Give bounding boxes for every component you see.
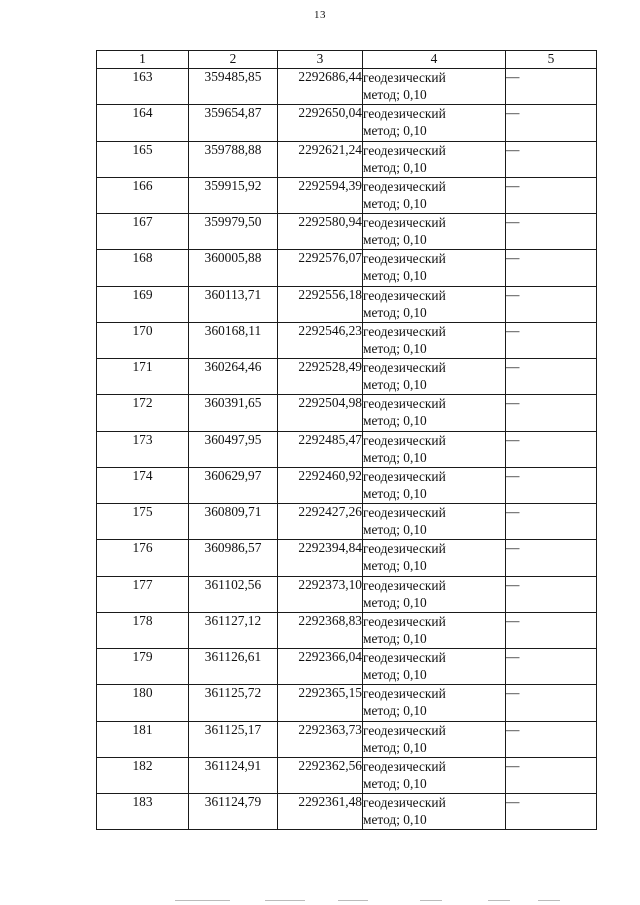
table-row — [97, 250, 597, 286]
method-name: геодезический — [363, 178, 446, 194]
x-coordinate-cell: 361125,17 — [189, 721, 278, 757]
note-cell: — — [506, 69, 597, 105]
note-cell: — — [506, 395, 597, 431]
method-precision: метод; 0,10 — [363, 449, 427, 465]
table-row — [97, 794, 597, 830]
y-coordinate-cell: 2292361,48 — [278, 794, 363, 830]
method-precision: метод; 0,10 — [363, 159, 427, 175]
coordinates-table — [96, 50, 597, 830]
column-header-5: 5 — [506, 51, 597, 69]
note-cell: — — [506, 177, 597, 213]
x-coordinate-cell: 361102,56 — [189, 576, 278, 612]
note-cell: — — [506, 431, 597, 467]
note-cell: — — [506, 105, 597, 141]
table-row — [97, 286, 597, 322]
y-coordinate-cell: 2292485,47 — [278, 431, 363, 467]
method-name: геодезический — [363, 323, 446, 339]
page-number: 13 — [314, 9, 326, 21]
x-coordinate-cell: 359788,88 — [189, 141, 278, 177]
method-name: геодезический — [363, 650, 446, 665]
method-precision: метод; 0,10 — [363, 232, 427, 247]
method-cell — [363, 105, 506, 141]
method-precision: метод; 0,10 — [363, 703, 427, 719]
y-coordinate-cell: 2292546,23 — [278, 322, 363, 358]
method-precision: метод; 0,10 — [363, 630, 427, 646]
point-number-cell: 173 — [97, 431, 189, 467]
method-precision: метод; 0,10 — [363, 87, 427, 102]
table-row — [97, 69, 597, 105]
method-precision: метод; 0,10 — [363, 377, 427, 392]
method-precision: метод; 0,10 — [363, 775, 427, 791]
point-number-cell: 175 — [97, 504, 189, 540]
method-cell — [363, 540, 506, 576]
note-cell: — — [506, 540, 597, 576]
y-coordinate-cell: 2292686,44 — [278, 69, 363, 105]
note-cell: — — [506, 612, 597, 648]
table-row — [97, 467, 597, 503]
method-name: геодезический — [363, 360, 446, 375]
method-name: геодезический — [363, 468, 446, 484]
method-cell — [363, 649, 506, 685]
column-header-1: 1 — [97, 51, 189, 69]
note-cell: — — [506, 576, 597, 612]
method-cell — [363, 141, 506, 177]
method-cell — [363, 794, 506, 830]
method-name: геодезический — [363, 432, 446, 448]
method-precision: метод; 0,10 — [363, 667, 427, 682]
y-coordinate-cell: 2292394,84 — [278, 540, 363, 576]
footer-rule — [338, 900, 368, 901]
footer-rule — [538, 900, 560, 901]
x-coordinate-cell: 359654,87 — [189, 105, 278, 141]
y-coordinate-cell: 2292504,98 — [278, 395, 363, 431]
table-row — [97, 105, 597, 141]
point-number-cell: 181 — [97, 721, 189, 757]
point-number-cell: 165 — [97, 141, 189, 177]
method-name: геодезический — [363, 758, 446, 774]
method-name: геодезический — [363, 142, 446, 158]
y-coordinate-cell: 2292373,10 — [278, 576, 363, 612]
note-cell: — — [506, 504, 597, 540]
x-coordinate-cell: 360629,97 — [189, 467, 278, 503]
x-coordinate-cell: 360809,71 — [189, 504, 278, 540]
x-coordinate-cell: 361127,12 — [189, 612, 278, 648]
method-cell — [363, 576, 506, 612]
note-cell: — — [506, 794, 597, 830]
method-name: геодезический — [363, 722, 446, 738]
y-coordinate-cell: 2292365,15 — [278, 685, 363, 721]
note-cell: — — [506, 141, 597, 177]
y-coordinate-cell: 2292580,94 — [278, 214, 363, 250]
note-cell: — — [506, 757, 597, 793]
y-coordinate-cell: 2292650,04 — [278, 105, 363, 141]
point-number-cell: 170 — [97, 322, 189, 358]
method-cell — [363, 467, 506, 503]
method-name: геодезический — [363, 106, 446, 122]
note-cell: — — [506, 250, 597, 286]
y-coordinate-cell: 2292621,24 — [278, 141, 363, 177]
method-precision: метод; 0,10 — [363, 268, 427, 284]
method-cell — [363, 69, 506, 105]
footer-rule — [420, 900, 442, 901]
y-coordinate-cell: 2292366,04 — [278, 649, 363, 685]
point-number-cell: 164 — [97, 105, 189, 141]
method-precision: метод; 0,10 — [363, 304, 427, 320]
table-row — [97, 612, 597, 648]
point-number-cell: 174 — [97, 467, 189, 503]
x-coordinate-cell: 360391,65 — [189, 395, 278, 431]
method-name: геодезический — [363, 686, 446, 702]
method-precision: метод; 0,10 — [363, 594, 427, 610]
method-cell — [363, 214, 506, 250]
note-cell: — — [506, 359, 597, 395]
x-coordinate-cell: 359915,92 — [189, 177, 278, 213]
point-number-cell: 177 — [97, 576, 189, 612]
method-cell — [363, 395, 506, 431]
y-coordinate-cell: 2292427,26 — [278, 504, 363, 540]
point-number-cell: 167 — [97, 214, 189, 250]
method-precision: метод; 0,10 — [363, 522, 427, 537]
table-row — [97, 721, 597, 757]
table-row — [97, 395, 597, 431]
table-row — [97, 540, 597, 576]
point-number-cell: 171 — [97, 359, 189, 395]
x-coordinate-cell: 361125,72 — [189, 685, 278, 721]
method-precision: метод; 0,10 — [363, 413, 427, 429]
note-cell: — — [506, 721, 597, 757]
note-cell: — — [506, 649, 597, 685]
y-coordinate-cell: 2292594,39 — [278, 177, 363, 213]
table-row — [97, 214, 597, 250]
note-cell: — — [506, 322, 597, 358]
y-coordinate-cell: 2292362,56 — [278, 757, 363, 793]
method-precision: метод; 0,10 — [363, 812, 427, 827]
x-coordinate-cell: 360168,11 — [189, 322, 278, 358]
table-row — [97, 141, 597, 177]
x-coordinate-cell: 360264,46 — [189, 359, 278, 395]
method-name: геодезический — [363, 541, 446, 557]
method-name: геодезический — [363, 795, 446, 810]
column-header-2: 2 — [189, 51, 278, 69]
note-cell: — — [506, 685, 597, 721]
method-name: геодезический — [363, 613, 446, 629]
method-cell — [363, 504, 506, 540]
method-precision: метод; 0,10 — [363, 485, 427, 501]
method-name: геодезический — [363, 251, 446, 267]
method-name: геодезический — [363, 287, 446, 303]
x-coordinate-cell: 360005,88 — [189, 250, 278, 286]
table-row — [97, 576, 597, 612]
x-coordinate-cell: 359485,85 — [189, 69, 278, 105]
table-row — [97, 504, 597, 540]
method-name: геодезический — [363, 577, 446, 593]
table-row — [97, 359, 597, 395]
note-cell: — — [506, 214, 597, 250]
x-coordinate-cell: 361124,91 — [189, 757, 278, 793]
method-name: геодезический — [363, 396, 446, 412]
point-number-cell: 169 — [97, 286, 189, 322]
method-name: геодезический — [363, 505, 446, 520]
footer-rule — [175, 900, 230, 901]
method-cell — [363, 685, 506, 721]
y-coordinate-cell: 2292460,92 — [278, 467, 363, 503]
method-precision: метод; 0,10 — [363, 739, 427, 755]
y-coordinate-cell: 2292576,07 — [278, 250, 363, 286]
x-coordinate-cell: 359979,50 — [189, 214, 278, 250]
method-cell — [363, 757, 506, 793]
point-number-cell: 163 — [97, 69, 189, 105]
x-coordinate-cell: 360113,71 — [189, 286, 278, 322]
method-cell — [363, 286, 506, 322]
point-number-cell: 182 — [97, 757, 189, 793]
point-number-cell: 179 — [97, 649, 189, 685]
table-row — [97, 177, 597, 213]
x-coordinate-cell: 361124,79 — [189, 794, 278, 830]
table-row — [97, 322, 597, 358]
table-header-row — [97, 51, 597, 69]
footer-rule — [265, 900, 305, 901]
column-header-3: 3 — [278, 51, 363, 69]
point-number-cell: 183 — [97, 794, 189, 830]
method-cell — [363, 721, 506, 757]
table-row — [97, 431, 597, 467]
footer-rule — [488, 900, 510, 901]
method-precision: метод; 0,10 — [363, 123, 427, 139]
table-row — [97, 649, 597, 685]
method-cell — [363, 250, 506, 286]
method-precision: метод; 0,10 — [363, 195, 427, 211]
point-number-cell: 178 — [97, 612, 189, 648]
note-cell: — — [506, 286, 597, 322]
method-cell — [363, 612, 506, 648]
x-coordinate-cell: 361126,61 — [189, 649, 278, 685]
table-row — [97, 757, 597, 793]
method-cell — [363, 177, 506, 213]
point-number-cell: 166 — [97, 177, 189, 213]
y-coordinate-cell: 2292556,18 — [278, 286, 363, 322]
column-header-4: 4 — [363, 51, 506, 69]
y-coordinate-cell: 2292363,73 — [278, 721, 363, 757]
note-cell: — — [506, 467, 597, 503]
point-number-cell: 168 — [97, 250, 189, 286]
y-coordinate-cell: 2292368,83 — [278, 612, 363, 648]
point-number-cell: 176 — [97, 540, 189, 576]
method-name: геодезический — [363, 70, 446, 85]
method-cell — [363, 431, 506, 467]
x-coordinate-cell: 360986,57 — [189, 540, 278, 576]
table-row — [97, 685, 597, 721]
method-cell — [363, 359, 506, 395]
point-number-cell: 172 — [97, 395, 189, 431]
y-coordinate-cell: 2292528,49 — [278, 359, 363, 395]
method-precision: метод; 0,10 — [363, 340, 427, 356]
x-coordinate-cell: 360497,95 — [189, 431, 278, 467]
method-precision: метод; 0,10 — [363, 558, 427, 574]
method-cell — [363, 322, 506, 358]
method-name: геодезический — [363, 215, 446, 230]
point-number-cell: 180 — [97, 685, 189, 721]
